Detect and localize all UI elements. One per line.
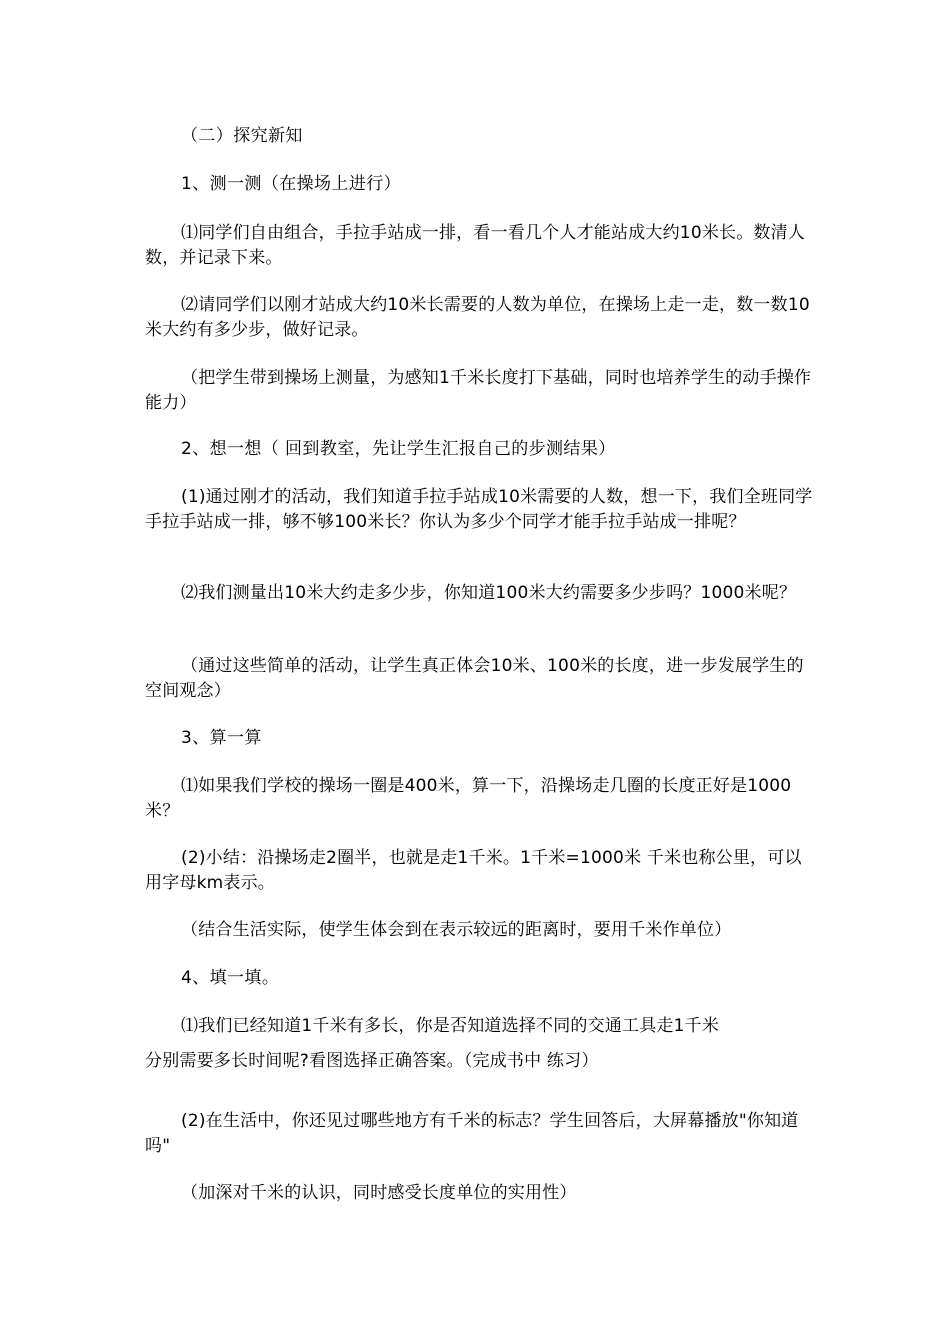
- section-4-note: （加深对千米的认识，同时感受长度单位的实用性）: [181, 1183, 577, 1203]
- section-2-heading: 2、想一想（ 回到教室，先让学生汇报自己的步测结果）: [181, 439, 616, 459]
- section-2-paragraph-1: (1)通过刚才的活动，我们知道手拉手站成10米需要的人数，想一下，我们全班同学手拉手站成一排，够不够100米长？你认为多少个同学才能手拉手站成一排呢？: [145, 487, 813, 532]
- section-3-heading: 3、算一算: [181, 728, 262, 748]
- section-4-paragraph-2: (2)在生活中，你还见过哪些地方有千米的标志？学生回答后，大屏幕播放"你知道吗": [145, 1111, 799, 1156]
- section-1-heading: 1、测一测（在操场上进行）: [181, 174, 402, 194]
- section-3-paragraph-2: (2)小结：沿操场走2圈半，也就是走1千米。1千米=1000米 千米也称公里，可以用字母km表示。: [145, 848, 802, 893]
- section-2-note: （通过这些简单的活动，让学生真正体会10米、100米的长度，进一步发展学生的空间观念）: [145, 656, 804, 701]
- section-4-paragraph-1-line-1: ⑴我们已经知道1千米有多长，你是否知道选择不同的交通工具走1千米: [181, 1016, 720, 1036]
- section-1-note: （把学生带到操场上测量，为感知1千米长度打下基础，同时也培养学生的动手操作能力）: [145, 368, 812, 413]
- section-3-paragraph-1: ⑴如果我们学校的操场一圈是400米，算一下，沿操场走几圈的长度正好是1000米？: [145, 776, 792, 821]
- section-4-heading: 4、填一填。: [181, 968, 280, 988]
- section-1-paragraph-2: ⑵请同学们以刚才站成大约10米长需要的人数为单位，在操场上走一走，数一数10米大约有多少步，做好记录。: [145, 295, 810, 340]
- section-1-paragraph-1: ⑴同学们自由组合，手拉手站成一排，看一看几个人才能站成大约10米长。数清人数，并记录下来。: [145, 223, 806, 268]
- section-title: （二）探究新知: [181, 126, 303, 146]
- section-2-paragraph-2: ⑵我们测量出10米大约走多少步，你知道100米大约需要多少步吗？1000米呢？: [181, 583, 797, 603]
- section-3-note: （结合生活实际，使学生体会到在表示较远的距离时，要用千米作单位）: [181, 920, 732, 940]
- section-4-paragraph-1-line-2: 分别需要多长时间呢?看图选择正确答案。（完成书中 练习）: [145, 1051, 599, 1071]
